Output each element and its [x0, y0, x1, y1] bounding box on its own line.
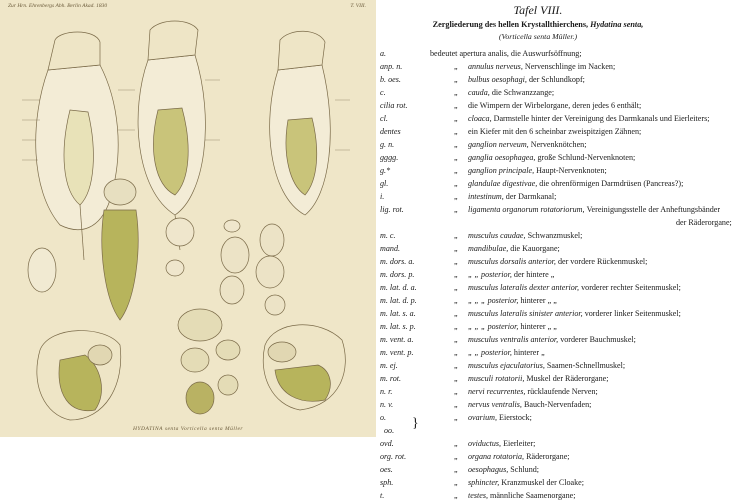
legend-abbreviation: c.	[380, 88, 386, 97]
legend-row	[380, 450, 698, 463]
legend-ditto-mark: „	[454, 361, 458, 370]
legend-german-term: die ohrenförmigen Darmdrüsen (Pancreas?);	[539, 179, 684, 188]
legend-subtitle-species: Hydatina senta,	[590, 20, 644, 29]
legend-ditto-mark: „	[454, 114, 458, 123]
legend-abbreviation: m. dors. a.	[380, 257, 415, 266]
legend-latin-term: oesophagus,	[468, 465, 511, 474]
legend-german-term: hinterer „	[513, 348, 545, 357]
legend-row	[380, 99, 698, 112]
legend-ditto-mark: „	[454, 270, 458, 279]
hydatina-figure-6	[263, 325, 345, 410]
legend-row	[380, 268, 698, 281]
legend-description	[468, 489, 576, 502]
legend-abbreviation: m. lat. s. a.	[380, 309, 416, 318]
legend-row	[380, 255, 698, 268]
hydatina-figure-2	[138, 21, 205, 250]
legend-latin-term: oviductus,	[468, 439, 504, 448]
legend-german-term: Eierleiter;	[503, 439, 536, 448]
legend-latin-term: nervi recurrentes,	[468, 387, 528, 396]
legend-german-term: die Wimpern der Wirbelorgane, deren jedes 6 enthält;	[468, 101, 642, 110]
legend-abbreviation: m. c.	[380, 231, 396, 240]
legend-german-term: Nervenknötchen;	[530, 140, 587, 149]
legend-description	[468, 372, 609, 385]
plate-header-right: T. VIII.	[350, 3, 366, 9]
legend-row	[380, 229, 698, 242]
legend-abbreviation: m. vent. p.	[380, 348, 414, 357]
legend-abbreviation: gggg.	[380, 153, 399, 162]
legend-description	[468, 268, 554, 281]
legend-description	[468, 99, 641, 112]
legend-subtitle	[376, 20, 700, 29]
legend-ditto-mark: „	[454, 348, 458, 357]
legend-latin-term: cauda,	[468, 88, 492, 97]
legend-row	[380, 346, 698, 359]
legend-row	[380, 411, 698, 424]
legend-ditto-mark: „	[454, 478, 458, 487]
legend-row	[380, 177, 698, 190]
legend-ditto-mark: „	[454, 257, 458, 266]
legend-ditto-mark: „	[454, 153, 458, 162]
legend-ditto-mark: „	[454, 465, 458, 474]
legend-continuation: der Räderorgane;	[676, 218, 732, 227]
legend-ditto-mark: „	[454, 296, 458, 305]
legend-row	[380, 385, 698, 398]
legend-row	[380, 112, 710, 125]
legend-description	[468, 294, 557, 307]
legend-abbreviation: mand.	[380, 244, 401, 253]
legend-row	[380, 190, 698, 203]
legend-latin-term: musculus ventralis anterior,	[468, 335, 561, 344]
plate-header-left: Zur Hrn. Ehrenbergs Abh. Berlin Akad. 1830	[8, 3, 108, 9]
legend-ditto-mark: „	[454, 400, 458, 409]
legend-ditto-mark: „	[454, 335, 458, 344]
legend-latin-term: ganglia oesophagea,	[468, 153, 538, 162]
legend-german-term: Nervenschlinge im Nacken;	[524, 62, 616, 71]
legend-latin-term: „ „ posterior,	[468, 348, 514, 357]
legend-ditto-mark: „	[454, 127, 458, 136]
legend-abbreviation: m. lat. d. a.	[380, 283, 417, 292]
legend-german-term: männliche Saamenorgane;	[490, 491, 576, 500]
legend-description	[468, 333, 636, 346]
legend-abbreviation: lig. rot.	[380, 205, 404, 214]
hydatina-figure-4	[102, 179, 138, 320]
legend-ditto-mark: „	[454, 88, 458, 97]
legend-german-term: Bauch-Nervenfaden;	[523, 400, 592, 409]
legend-latin-term: „ „ „ posterior,	[468, 296, 521, 305]
legend-description	[468, 346, 545, 359]
legend-latin-term: mandibulae,	[468, 244, 511, 253]
legend-german-term: Schlund;	[510, 465, 540, 474]
legend-row	[380, 60, 698, 73]
legend-abbreviation: g. n.	[380, 140, 395, 149]
plate-illustration	[0, 0, 376, 437]
legend-latin-term: bulbus oesophagi,	[468, 75, 529, 84]
legend-row	[380, 138, 698, 151]
legend-german-term: bedeutet apertura analis, die Auswurfsöffnung;	[430, 49, 582, 58]
legend-latin-term: intestinum,	[468, 192, 506, 201]
legend-abbreviation: oes.	[380, 465, 393, 474]
legend-german-term: Eierstock;	[499, 413, 532, 422]
legend-latin-term: ovarium,	[468, 413, 500, 422]
legend-description	[468, 73, 585, 86]
legend-row	[380, 372, 698, 385]
legend-description	[468, 281, 681, 294]
legend-german-term: der Schlundkopf;	[528, 75, 585, 84]
legend-row	[380, 151, 698, 164]
hydatina-figure-5	[37, 331, 121, 420]
legend-description	[468, 203, 720, 216]
legend-abbreviation: gl.	[380, 179, 389, 188]
legend-description	[468, 60, 615, 73]
legend-description	[430, 47, 582, 60]
legend-abbreviation: t.	[380, 491, 385, 500]
legend-ditto-mark: „	[454, 387, 458, 396]
legend-row	[380, 489, 698, 502]
legend-row	[380, 125, 698, 138]
legend-row	[380, 463, 698, 476]
legend-description	[468, 112, 709, 125]
legend-abbreviation: n. r.	[380, 387, 393, 396]
legend-row	[380, 398, 698, 411]
legend-description	[468, 138, 586, 151]
legend-ditto-mark: „	[454, 244, 458, 253]
legend-german-term: Haupt-Nervenknoten;	[536, 166, 607, 175]
legend-ditto-mark: „	[454, 283, 458, 292]
legend-row	[380, 164, 698, 177]
legend-row	[380, 73, 698, 86]
legend-latin-term: musculus dorsalis anterior,	[468, 257, 558, 266]
legend-german-term: ein Kiefer mit den 6 scheinbar zweispitzigen Zähnen;	[468, 127, 642, 136]
legend-description	[468, 86, 554, 99]
legend-ditto-mark: „	[454, 166, 458, 175]
legend-german-term: rücklaufende Nerven;	[527, 387, 598, 396]
legend-latin-term: „ „ posterior,	[468, 270, 514, 279]
legend-latin-term: annulus nerveus,	[468, 62, 525, 71]
legend-description	[468, 164, 607, 177]
legend-german-term: der hintere „	[513, 270, 555, 279]
legend-german-term: der Darmkanal;	[505, 192, 557, 201]
legend-abbreviation: cilia rot.	[380, 101, 408, 110]
legend-latin-term: ligamenta organorum rotatoriorum,	[468, 205, 587, 214]
legend-description	[468, 320, 557, 333]
legend-german-term: hinterer „ „	[520, 296, 557, 305]
legend-abbreviation: cl.	[380, 114, 388, 123]
legend-description	[468, 242, 560, 255]
legend-german-term: Muskel der Räderorgane;	[526, 374, 609, 383]
legend-ditto-mark: „	[454, 439, 458, 448]
legend-ditto-mark: „	[454, 231, 458, 240]
legend-ditto-mark: „	[454, 452, 458, 461]
legend-latin-term: ganglion nerveum,	[468, 140, 531, 149]
legend-german-term: Saamen-Schnellmuskel;	[546, 361, 626, 370]
legend-latin-term: glandulae digestivae,	[468, 179, 540, 188]
legend-description	[468, 398, 591, 411]
legend-description	[468, 437, 535, 450]
legend-row	[380, 242, 698, 255]
legend-german-term: vorderer rechter Seitenmuskel;	[581, 283, 681, 292]
legend-description	[468, 450, 570, 463]
legend-latin-term: „ „ „ posterior,	[468, 322, 521, 331]
legend-ditto-mark: „	[454, 101, 458, 110]
legend-ditto-mark: „	[454, 374, 458, 383]
legend-abbreviation: m. vent. a.	[380, 335, 414, 344]
legend-description	[468, 177, 683, 190]
legend-description	[468, 359, 625, 372]
legend-abbreviation: m. dors. p.	[380, 270, 415, 279]
legend-latin-term: ganglion principale,	[468, 166, 537, 175]
legend-description	[468, 463, 539, 476]
legend-row	[380, 281, 698, 294]
legend-ditto-mark: „	[454, 179, 458, 188]
legend-description	[468, 476, 584, 489]
legend-german-term: Kranzmuskel der Cloake;	[501, 478, 584, 487]
legend-german-term: große Schlund-Nervenknoten;	[537, 153, 636, 162]
anatomical-plate	[0, 0, 376, 437]
legend-latin-term: cloaca,	[468, 114, 494, 123]
legend-german-term: Räderorgane;	[526, 452, 570, 461]
legend-german-term: die Schwanzzange;	[491, 88, 555, 97]
legend-ditto-mark: „	[454, 491, 458, 500]
legend-abbreviation: g.*	[380, 166, 391, 175]
legend-ditto-mark: „	[454, 413, 458, 422]
legend-abbreviation: m. lat. d. p.	[380, 296, 417, 305]
legend-description	[468, 125, 641, 138]
legend-ditto-mark: „	[454, 309, 458, 318]
legend-abbreviation: m. rot.	[380, 374, 402, 383]
legend-description	[468, 151, 635, 164]
legend-description	[468, 190, 556, 203]
legend-abbreviation: o.	[380, 413, 387, 422]
legend-row	[380, 359, 698, 372]
legend-latin-term: musculi rotatorii,	[468, 374, 527, 383]
legend-latin-term: musculus ejaculatorius,	[468, 361, 547, 370]
legend-latin-term: musculus caudae,	[468, 231, 528, 240]
legend-row	[380, 307, 698, 320]
legend-latin-term: nervus ventralis,	[468, 400, 524, 409]
legend-ditto-mark: „	[454, 62, 458, 71]
legend-bracket: }	[412, 416, 419, 431]
legend-abbreviation: anp. n.	[380, 62, 403, 71]
legend-abbreviation: sph.	[380, 478, 394, 487]
legend-abbreviation: dentes	[380, 127, 401, 136]
legend-description	[468, 385, 598, 398]
legend-row	[380, 294, 698, 307]
legend-latin-term: musculus lateralis sinister anterior,	[468, 309, 585, 318]
legend-abbreviation: a.	[380, 49, 387, 58]
legend-german-term: Darmstelle hinter der Vereinigung des Darmkanals und Eierleiters;	[493, 114, 710, 123]
legend-abbreviation: i.	[380, 192, 385, 201]
legend-abbreviation: ovd.	[380, 439, 394, 448]
legend-row	[380, 47, 698, 60]
legend-abbreviation: m. ej.	[380, 361, 398, 370]
legend-abbreviation: b. oes.	[380, 75, 401, 84]
legend-description	[468, 229, 582, 242]
legend-row	[380, 333, 698, 346]
legend-row	[380, 437, 698, 450]
legend-synonym: (Vorticella senta Müller.)	[498, 32, 578, 41]
legend-description	[468, 307, 681, 320]
legend-abbreviation: oo.	[384, 426, 395, 435]
hydatina-figure-3	[270, 31, 331, 215]
legend-german-term: der vordere Rückenmuskel;	[557, 257, 648, 266]
legend-description	[468, 255, 647, 268]
legend-ditto-mark: „	[454, 192, 458, 201]
legend-abbreviation: m. lat. s. p.	[380, 322, 416, 331]
legend-row	[380, 476, 698, 489]
legend-german-term: hinterer „ „	[520, 322, 557, 331]
legend-latin-term: musculus lateralis dexter anterior,	[468, 283, 582, 292]
legend-page	[376, 0, 732, 500]
legend-row	[380, 203, 721, 216]
legend-latin-term: organa rotatoria,	[468, 452, 527, 461]
legend-latin-term: sphincter,	[468, 478, 502, 487]
legend-title: Tafel VIII.	[513, 3, 563, 17]
legend-german-term: die Kauorgane;	[510, 244, 560, 253]
legend-abbreviation: n. v.	[380, 400, 394, 409]
legend-ditto-mark: „	[454, 205, 458, 214]
plate-caption: HYDATINA senta Vorticella senta Müller	[132, 426, 244, 432]
legend-abbreviation: org. rot.	[380, 452, 407, 461]
legend-ditto-mark: „	[454, 140, 458, 149]
legend-german-term: Schwanzmuskel;	[527, 231, 583, 240]
legend-german-term: Vereinigungsstelle der Anheftungsbänder	[586, 205, 721, 214]
legend-row	[380, 86, 698, 99]
legend-ditto-mark: „	[454, 75, 458, 84]
legend-subtitle-text: Zergliederung des hellen Krystallthierchens,	[432, 20, 591, 29]
legend-latin-term: testes,	[468, 491, 491, 500]
legend-row	[380, 320, 698, 333]
legend-ditto-mark: „	[454, 322, 458, 331]
legend-german-term: vorderer Bauchmuskel;	[560, 335, 636, 344]
legend-german-term: vorderer linker Seitenmuskel;	[584, 309, 681, 318]
legend-description	[468, 411, 532, 424]
